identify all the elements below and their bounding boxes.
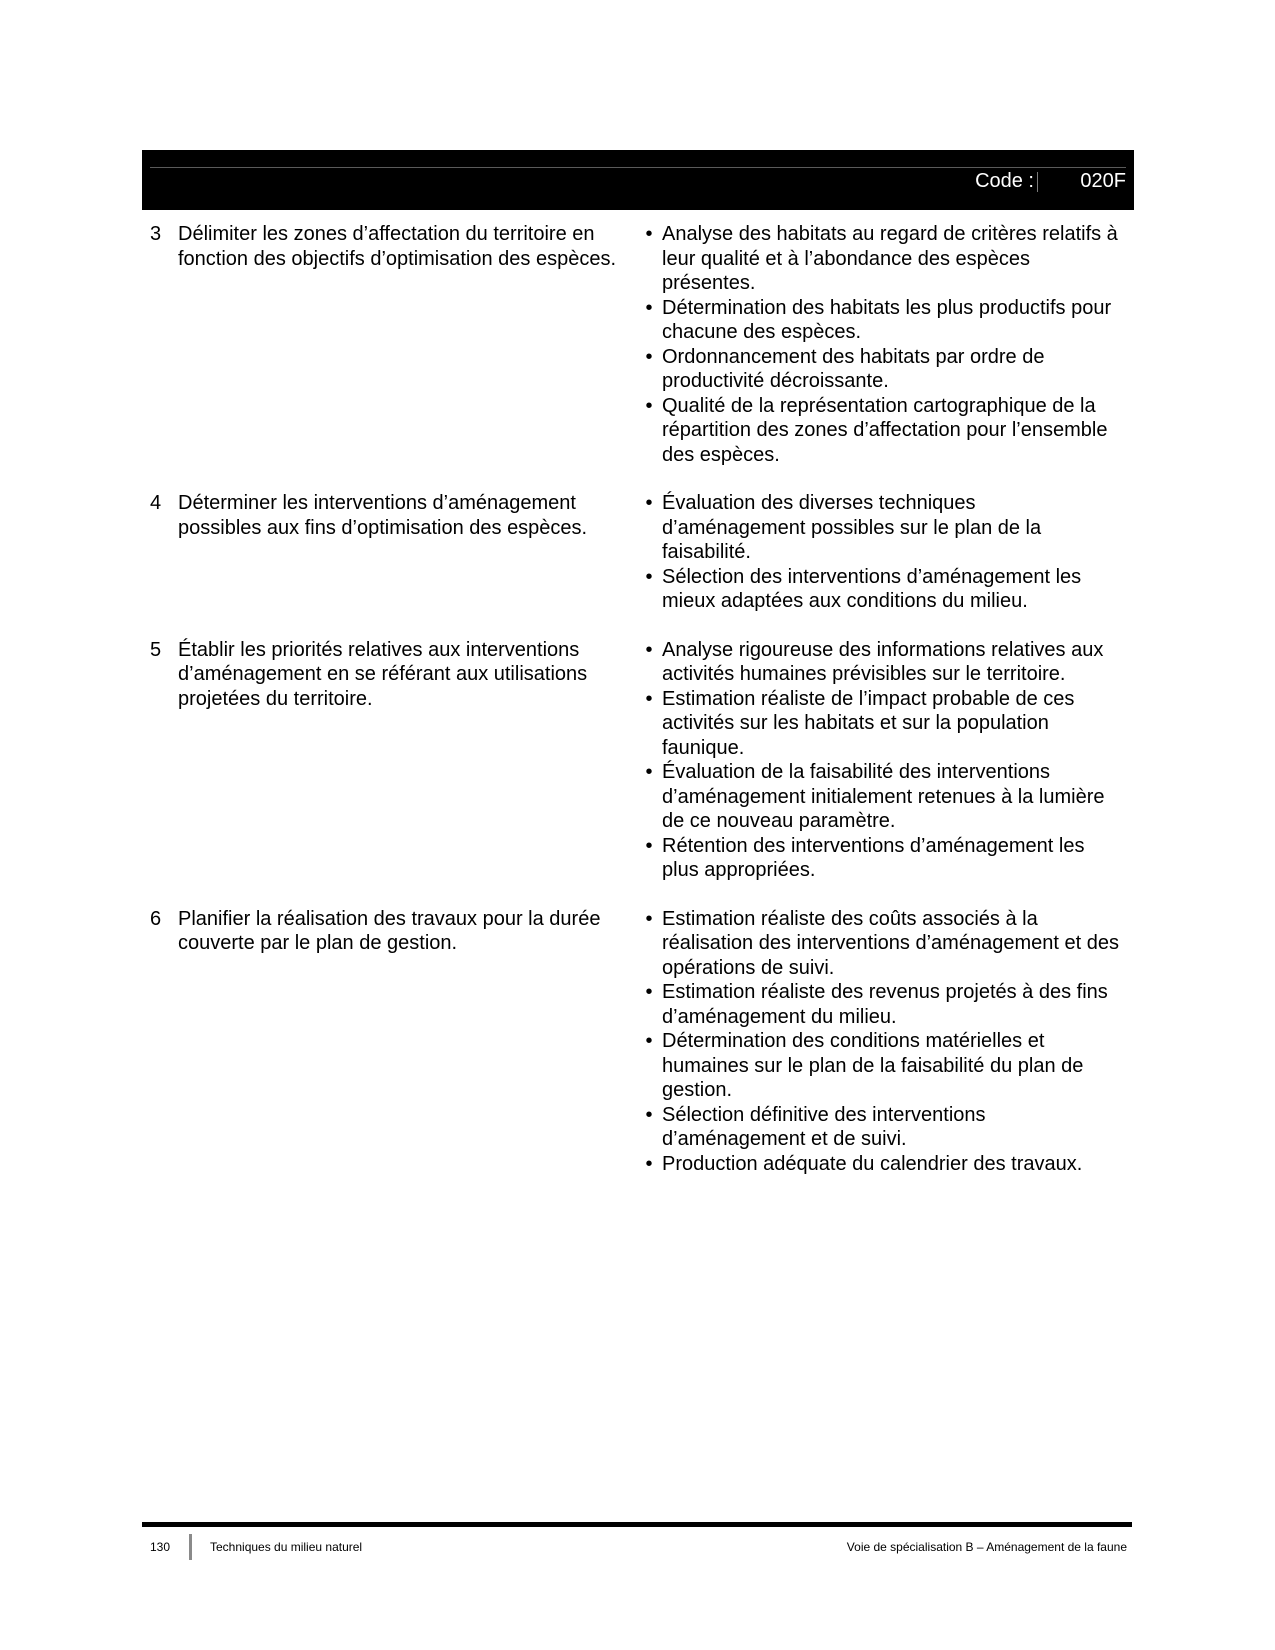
list-item bbox=[632, 760, 1124, 834]
list-item bbox=[632, 491, 1124, 565]
table-row bbox=[142, 907, 1134, 1177]
list-item bbox=[632, 687, 1124, 761]
criteria-list bbox=[632, 222, 1124, 467]
criterion-text: Rétention des interventions d’aménagement les plus appropriées. bbox=[662, 834, 1085, 881]
bullet-icon: • bbox=[645, 394, 653, 417]
bullet-icon: • bbox=[645, 834, 653, 857]
footer-divider bbox=[189, 1534, 192, 1560]
list-item bbox=[632, 345, 1124, 394]
code-value: 020F bbox=[1080, 170, 1126, 192]
list-item bbox=[632, 834, 1124, 883]
objective-number: 6 bbox=[150, 907, 162, 930]
criterion-text: Qualité de la représentation cartographique de la répartition des zones d’affectation pour l’ensemble des espèces. bbox=[662, 394, 1108, 466]
objective-text: Déterminer les interventions d’aménagement possibles aux fins d’optimisation des espèces. bbox=[178, 492, 588, 539]
bullet-icon: • bbox=[645, 565, 653, 588]
list-item bbox=[632, 638, 1124, 687]
criterion-text: Analyse rigoureuse des informations relatives aux activités humaines prévisibles sur le territoire. bbox=[662, 638, 1104, 685]
bullet-icon: • bbox=[645, 1103, 653, 1126]
page-number: 130 bbox=[150, 1540, 171, 1554]
list-item bbox=[632, 296, 1124, 345]
objectives-table bbox=[142, 222, 1134, 1200]
header-rule bbox=[150, 167, 1126, 168]
criteria-list bbox=[632, 491, 1124, 614]
criterion-text: Détermination des habitats les plus productifs pour chacune des espèces. bbox=[662, 296, 1112, 343]
objective-number: 4 bbox=[150, 492, 162, 514]
bullet-icon: • bbox=[645, 1030, 653, 1052]
list-item bbox=[632, 565, 1124, 614]
criterion-text: Estimation réaliste de l’impact probable de ces activités sur les habitats et sur la population faunique. bbox=[662, 687, 1075, 759]
bullet-icon: • bbox=[645, 492, 653, 514]
criterion-text: Ordonnancement des habitats par ordre de productivité décroissante. bbox=[662, 345, 1045, 392]
list-item bbox=[632, 907, 1124, 981]
table-row bbox=[142, 638, 1134, 883]
objective-cell bbox=[142, 907, 632, 1177]
criteria-list bbox=[632, 907, 1124, 1177]
bullet-icon: • bbox=[645, 1152, 653, 1175]
objective-cell bbox=[142, 491, 632, 614]
list-item bbox=[632, 1029, 1124, 1103]
bullet-icon: • bbox=[645, 296, 653, 319]
objective-cell bbox=[142, 222, 632, 467]
criterion-text: Estimation réaliste des revenus projetés à des fins d’aménagement du milieu. bbox=[662, 981, 1108, 1028]
objective-cell bbox=[142, 638, 632, 883]
table-row bbox=[142, 222, 1134, 467]
objective-text: Délimiter les zones d’affectation du territoire en fonction des objectifs d’optimisation des espèces. bbox=[178, 223, 617, 270]
bullet-icon: • bbox=[645, 687, 653, 710]
bullet-icon: • bbox=[645, 907, 653, 930]
criteria-list bbox=[632, 638, 1124, 883]
list-item bbox=[632, 1152, 1124, 1177]
criterion-text: Analyse des habitats au regard de critères relatifs à leur qualité et à l’abondance des espèces présentes. bbox=[662, 223, 1118, 294]
footer-program-title: Techniques du milieu naturel bbox=[210, 1540, 363, 1554]
criterion-text: Évaluation des diverses techniques d’aménagement possibles sur le plan de la faisabilité. bbox=[662, 492, 1042, 563]
bullet-icon: • bbox=[645, 345, 653, 368]
list-item bbox=[632, 1103, 1124, 1152]
objective-text: Planifier la réalisation des travaux pour la durée couverte par le plan de gestion. bbox=[178, 907, 601, 954]
bullet-icon: • bbox=[645, 981, 653, 1003]
criterion-text: Sélection des interventions d’aménagement les mieux adaptées aux conditions du milieu. bbox=[662, 565, 1082, 612]
objective-text: Établir les priorités relatives aux interventions d’aménagement en se référant aux utilisations projetées du territoire. bbox=[178, 638, 588, 710]
criterion-text: Sélection définitive des interventions d’aménagement et de suivi. bbox=[662, 1103, 986, 1150]
footer-rule bbox=[142, 1522, 1132, 1527]
list-item bbox=[632, 980, 1124, 1029]
list-item bbox=[632, 222, 1124, 296]
code-label: Code : bbox=[975, 170, 1034, 192]
bullet-icon: • bbox=[645, 223, 653, 245]
bullet-icon: • bbox=[645, 761, 653, 783]
objective-number: 3 bbox=[150, 223, 162, 245]
criterion-text: Détermination des conditions matérielles et humaines sur le plan de la faisabilité du plan de gestion. bbox=[662, 1030, 1084, 1101]
criterion-text: Production adéquate du calendrier des travaux. bbox=[662, 1152, 1083, 1175]
list-item bbox=[632, 394, 1124, 468]
code-separator bbox=[1037, 172, 1038, 192]
header-bar bbox=[142, 150, 1134, 210]
criterion-text: Estimation réaliste des coûts associés à la réalisation des interventions d’aménagement et des opérations de suivi. bbox=[662, 907, 1119, 979]
objective-number: 5 bbox=[150, 638, 162, 661]
footer-section-title: Voie de spécialisation B – Aménagement de la faune bbox=[846, 1540, 1127, 1554]
table-row bbox=[142, 491, 1134, 614]
bullet-icon: • bbox=[645, 638, 653, 661]
criterion-text: Évaluation de la faisabilité des interventions d’aménagement initialement retenues à la lumière de ce nouveau paramètre. bbox=[662, 761, 1105, 832]
